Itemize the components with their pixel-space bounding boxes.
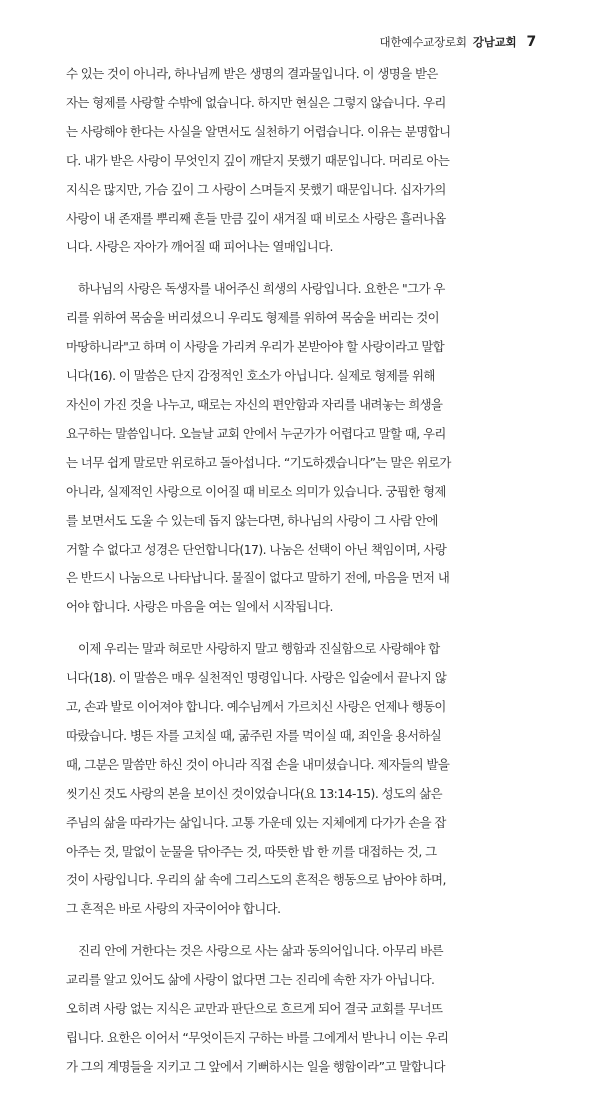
paragraph: [66, 60, 518, 262]
text-line: 사랑이 내 존재를 뿌리째 흔들 만큼 깊이 새겨질 때 비로소 사랑은 흘러나옵: [66, 210, 446, 226]
page-number: 7: [526, 34, 536, 50]
text-line: 오히려 사랑 없는 지식은 교만과 판단으로 흐르게 되어 결국 교회를 무너뜨: [66, 1001, 443, 1017]
text-line: 주님의 삶을 따라가는 삶입니다. 고통 가운데 있는 지체에게 다가가 손을 잡: [66, 814, 446, 830]
text-line: 아주는 것, 말없이 눈물을 닦아주는 것, 따뜻한 밥 한 끼를 대접하는 것, 그: [66, 843, 437, 859]
text-line: 거할 수 없다고 성경은 단언합니다(17). 나눔은 선택이 아닌 책임이며, 사랑: [66, 541, 447, 557]
text-line: 니다. 사랑은 자아가 깨어질 때 피어나는 열매입니다.: [66, 239, 333, 255]
text-line: 는 너무 쉽게 말로만 위로하고 돌아섭니다. “기도하겠습니다”는 말은 위로가: [66, 454, 451, 470]
text-line: 는 사랑해야 한다는 사실을 알면서도 실천하기 어렵습니다. 이유는 분명합니: [66, 123, 451, 139]
text-line: 하나님의 사랑은 독생자를 내어주신 희생의 사랑입니다. 요한은 "그가 우: [78, 281, 445, 297]
text-line: 그 흔적은 바로 사랑의 자국이어야 합니다.: [66, 901, 281, 917]
text-line: 수 있는 것이 아니라, 하나님께 받은 생명의 결과물입니다. 이 생명을 받은: [66, 66, 438, 81]
text-line: 가 그의 계명들을 지키고 그 앞에서 기뻐하시는 일을 행함이라”고 말합니다: [66, 1058, 445, 1074]
church-name: 강남교회: [472, 35, 517, 49]
text-line: 진리 안에 거한다는 것은 사랑으로 사는 삶과 동의어입니다. 아무리 바른: [78, 943, 444, 959]
document-body: [66, 60, 518, 1095]
text-line: 씻기신 것도 사랑의 본을 보이신 것이었습니다(요 13:14-15). 성도의 삶은: [66, 785, 443, 801]
text-line: 교리를 알고 있어도 삶에 사랑이 없다면 그는 진리에 속한 자가 아닙니다.: [66, 972, 435, 988]
text-line: 니다(16). 이 말씀은 단지 감정적인 호소가 아닙니다. 실제로 형제를 위해: [66, 368, 435, 384]
text-line: 자신이 가진 것을 나누고, 때로는 자신의 편안함과 자리를 내려놓는 희생을: [66, 396, 443, 412]
text-line: 따랐습니다. 병든 자를 고치실 때, 굶주린 자를 먹이실 때, 죄인을 용서하실: [66, 727, 442, 743]
text-line: 립니다. 요한은 이어서 “무엇이든지 구하는 바를 그에게서 받나니 이는 우리: [66, 1030, 449, 1045]
text-line: 아니라, 실제적인 사랑으로 이어질 때 비로소 의미가 있습니다. 궁핍한 형제: [66, 483, 446, 499]
text-line: 이제 우리는 말과 혀로만 사랑하지 말고 행함과 진실함으로 사랑해야 합: [78, 641, 440, 657]
paragraph: [66, 275, 518, 622]
text-line: 자는 형제를 사랑할 수밖에 없습니다. 하지만 현실은 그렇지 않습니다. 우리: [66, 94, 446, 110]
text-line: 마땅하니라"고 하며 이 사랑을 가리켜 우리가 본받아야 할 사랑이라고 말합: [66, 339, 445, 355]
text-line: 니다(18). 이 말씀은 매우 실천적인 명령입니다. 사랑은 입술에서 끝나지 않: [66, 670, 447, 686]
organization-name: 대한예수교장로회: [379, 35, 467, 49]
text-line: 요구하는 말씀입니다. 오늘날 교회 안에서 누군가가 어렵다고 말할 때, 우리: [66, 425, 446, 441]
text-line: 를 보면서도 도울 수 있는데 돕지 않는다면, 하나님의 사랑이 그 사람 안에: [66, 512, 438, 528]
paragraph: [66, 635, 518, 924]
page-header: [380, 34, 536, 50]
text-line: 리를 위하여 목숨을 버리셨으니 우리도 형제를 위하여 목숨을 버리는 것이: [66, 310, 440, 326]
text-line: 지식은 많지만, 가슴 깊이 그 사랑이 스며들지 못했기 때문입니다. 십자가의: [66, 181, 446, 197]
paragraph: [66, 937, 518, 1082]
text-line: 다. 내가 받은 사랑이 무엇인지 깊이 깨닫지 못했기 때문입니다. 머리로 아는: [66, 152, 450, 168]
text-line: 고, 손과 발로 이어져야 합니다. 예수님께서 가르치신 사랑은 언제나 행동이: [66, 699, 446, 715]
text-line: 은 반드시 나눔으로 나타납니다. 물질이 없다고 말하기 전에, 마음을 먼저 내: [66, 570, 450, 586]
text-line: 때, 그분은 말씀만 하신 것이 아니라 직접 손을 내미셨습니다. 제자들의 발을: [66, 756, 450, 772]
text-line: 어야 합니다. 사랑은 마음을 여는 일에서 시작됩니다.: [66, 599, 333, 615]
text-line: 것이 사랑입니다. 우리의 삶 속에 그리스도의 흔적은 행동으로 남아야 하며,: [66, 872, 446, 888]
